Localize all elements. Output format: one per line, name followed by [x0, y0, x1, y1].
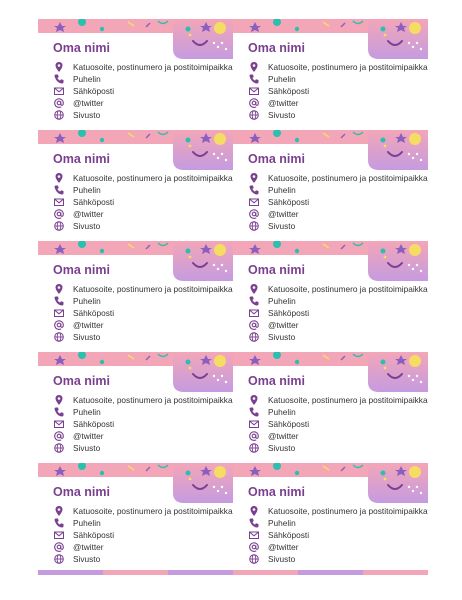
- business-card[interactable]: [233, 130, 428, 240]
- address-text: Katuosoite, postinumero ja postitoimipaikka: [73, 506, 233, 516]
- phone-row: [53, 406, 101, 418]
- twitter-row: [53, 541, 104, 553]
- email-row: [248, 529, 309, 541]
- website-row: [248, 109, 295, 121]
- website-text: Sivusto: [73, 332, 101, 342]
- globe-icon: [53, 442, 65, 454]
- at-sign-icon: [248, 430, 260, 442]
- email-row: [53, 196, 114, 208]
- phone-icon: [53, 184, 65, 196]
- email-row: [53, 529, 114, 541]
- email-row: [248, 196, 309, 208]
- email-text: Sähköposti: [73, 308, 115, 318]
- business-card[interactable]: [38, 130, 233, 240]
- envelope-icon: [248, 85, 260, 97]
- location-pin-icon: [248, 61, 260, 73]
- twitter-row: [248, 541, 299, 553]
- phone-row: [53, 184, 101, 196]
- twitter-text: @twitter: [73, 431, 104, 441]
- email-row: [248, 85, 309, 97]
- envelope-icon: [248, 529, 260, 541]
- address-row: [53, 394, 233, 406]
- email-row: [53, 307, 114, 319]
- business-card[interactable]: [38, 241, 233, 351]
- phone-text: Puhelin: [268, 518, 296, 528]
- website-row: [248, 553, 295, 565]
- website-row: [53, 442, 100, 454]
- phone-icon: [53, 73, 65, 85]
- website-row: [248, 220, 295, 232]
- website-row: [248, 442, 295, 454]
- phone-icon: [248, 73, 260, 85]
- at-sign-icon: [248, 97, 260, 109]
- envelope-icon: [248, 418, 260, 430]
- location-pin-icon: [53, 283, 65, 295]
- twitter-text: @twitter: [268, 209, 299, 219]
- twitter-row: [53, 430, 104, 442]
- email-text: Sähköposti: [268, 530, 310, 540]
- location-pin-icon: [248, 283, 260, 295]
- envelope-icon: [53, 529, 65, 541]
- phone-text: Puhelin: [73, 74, 101, 84]
- website-text: Sivusto: [268, 554, 296, 564]
- phone-row: [53, 295, 101, 307]
- at-sign-icon: [248, 541, 260, 553]
- phone-row: [53, 517, 101, 529]
- envelope-icon: [53, 418, 65, 430]
- email-row: [53, 85, 114, 97]
- card-name: Oma nimi: [248, 485, 305, 499]
- card-name: Oma nimi: [248, 263, 305, 277]
- business-card[interactable]: [38, 19, 233, 129]
- globe-icon: [248, 442, 260, 454]
- website-row: [248, 331, 295, 343]
- phone-text: Puhelin: [73, 296, 101, 306]
- address-text: Katuosoite, postinumero ja postitoimipaikka: [73, 62, 233, 72]
- twitter-text: @twitter: [268, 98, 299, 108]
- globe-icon: [248, 553, 260, 565]
- card-name: Oma nimi: [53, 41, 110, 55]
- business-card[interactable]: [233, 19, 428, 129]
- website-row: [53, 553, 100, 565]
- phone-row: [248, 517, 296, 529]
- card-name: Oma nimi: [53, 485, 110, 499]
- card-name: Oma nimi: [53, 374, 110, 388]
- globe-icon: [53, 109, 65, 121]
- twitter-text: @twitter: [73, 98, 104, 108]
- globe-icon: [248, 109, 260, 121]
- globe-icon: [248, 220, 260, 232]
- email-row: [248, 307, 309, 319]
- address-row: [248, 283, 428, 295]
- twitter-text: @twitter: [73, 320, 104, 330]
- phone-text: Puhelin: [268, 185, 296, 195]
- globe-icon: [53, 553, 65, 565]
- phone-text: Puhelin: [268, 407, 296, 417]
- location-pin-icon: [53, 394, 65, 406]
- twitter-row: [53, 97, 104, 109]
- envelope-icon: [248, 307, 260, 319]
- address-text: Katuosoite, postinumero ja postitoimipaikka: [268, 506, 428, 516]
- address-text: Katuosoite, postinumero ja postitoimipaikka: [73, 395, 233, 405]
- phone-text: Puhelin: [268, 296, 296, 306]
- address-text: Katuosoite, postinumero ja postitoimipaikka: [73, 173, 233, 183]
- card-name: Oma nimi: [248, 152, 305, 166]
- globe-icon: [248, 331, 260, 343]
- address-text: Katuosoite, postinumero ja postitoimipaikka: [268, 284, 428, 294]
- at-sign-icon: [53, 319, 65, 331]
- phone-icon: [248, 295, 260, 307]
- envelope-icon: [53, 196, 65, 208]
- website-text: Sivusto: [73, 110, 101, 120]
- envelope-icon: [53, 307, 65, 319]
- email-text: Sähköposti: [268, 86, 310, 96]
- twitter-text: @twitter: [268, 320, 299, 330]
- envelope-icon: [248, 196, 260, 208]
- website-text: Sivusto: [268, 110, 296, 120]
- location-pin-icon: [53, 172, 65, 184]
- business-card[interactable]: [233, 463, 428, 573]
- twitter-text: @twitter: [268, 542, 299, 552]
- phone-text: Puhelin: [268, 74, 296, 84]
- phone-icon: [53, 406, 65, 418]
- email-text: Sähköposti: [268, 308, 310, 318]
- email-text: Sähköposti: [268, 197, 310, 207]
- phone-text: Puhelin: [73, 518, 101, 528]
- website-text: Sivusto: [268, 332, 296, 342]
- website-text: Sivusto: [73, 554, 101, 564]
- website-text: Sivusto: [73, 443, 101, 453]
- email-text: Sähköposti: [73, 530, 115, 540]
- business-card[interactable]: [233, 241, 428, 351]
- website-row: [53, 331, 100, 343]
- business-card[interactable]: [38, 463, 233, 573]
- email-row: [248, 418, 309, 430]
- business-card[interactable]: [233, 352, 428, 462]
- location-pin-icon: [53, 505, 65, 517]
- phone-row: [248, 406, 296, 418]
- address-row: [248, 505, 428, 517]
- phone-row: [248, 184, 296, 196]
- at-sign-icon: [53, 541, 65, 553]
- address-row: [248, 61, 428, 73]
- phone-icon: [248, 184, 260, 196]
- business-card[interactable]: [38, 352, 233, 462]
- card-name: Oma nimi: [248, 374, 305, 388]
- phone-text: Puhelin: [73, 407, 101, 417]
- address-text: Katuosoite, postinumero ja postitoimipaikka: [268, 395, 428, 405]
- email-text: Sähköposti: [73, 197, 115, 207]
- address-row: [53, 505, 233, 517]
- at-sign-icon: [53, 430, 65, 442]
- at-sign-icon: [53, 208, 65, 220]
- twitter-row: [248, 430, 299, 442]
- phone-icon: [53, 517, 65, 529]
- email-text: Sähköposti: [73, 86, 115, 96]
- phone-row: [53, 73, 101, 85]
- card-name: Oma nimi: [248, 41, 305, 55]
- at-sign-icon: [248, 208, 260, 220]
- website-text: Sivusto: [268, 443, 296, 453]
- twitter-row: [248, 208, 299, 220]
- website-row: [53, 220, 100, 232]
- phone-row: [248, 295, 296, 307]
- twitter-text: @twitter: [268, 431, 299, 441]
- email-text: Sähköposti: [268, 419, 310, 429]
- at-sign-icon: [248, 319, 260, 331]
- email-text: Sähköposti: [73, 419, 115, 429]
- envelope-icon: [53, 85, 65, 97]
- address-row: [248, 172, 428, 184]
- twitter-row: [248, 97, 299, 109]
- globe-icon: [53, 220, 65, 232]
- website-row: [53, 109, 100, 121]
- card-name: Oma nimi: [53, 263, 110, 277]
- twitter-row: [53, 319, 104, 331]
- email-row: [53, 418, 114, 430]
- twitter-text: @twitter: [73, 209, 104, 219]
- twitter-row: [53, 208, 104, 220]
- location-pin-icon: [248, 505, 260, 517]
- website-text: Sivusto: [73, 221, 101, 231]
- address-row: [53, 172, 233, 184]
- card-name: Oma nimi: [53, 152, 110, 166]
- globe-icon: [53, 331, 65, 343]
- phone-text: Puhelin: [73, 185, 101, 195]
- phone-row: [248, 73, 296, 85]
- phone-icon: [53, 295, 65, 307]
- address-text: Katuosoite, postinumero ja postitoimipaikka: [268, 173, 428, 183]
- location-pin-icon: [53, 61, 65, 73]
- location-pin-icon: [248, 394, 260, 406]
- twitter-text: @twitter: [73, 542, 104, 552]
- address-row: [53, 283, 233, 295]
- twitter-row: [248, 319, 299, 331]
- address-text: Katuosoite, postinumero ja postitoimipaikka: [268, 62, 428, 72]
- footer-stripe: [38, 570, 428, 575]
- address-text: Katuosoite, postinumero ja postitoimipaikka: [73, 284, 233, 294]
- phone-icon: [248, 517, 260, 529]
- location-pin-icon: [248, 172, 260, 184]
- phone-icon: [248, 406, 260, 418]
- address-row: [53, 61, 233, 73]
- at-sign-icon: [53, 97, 65, 109]
- address-row: [248, 394, 428, 406]
- website-text: Sivusto: [268, 221, 296, 231]
